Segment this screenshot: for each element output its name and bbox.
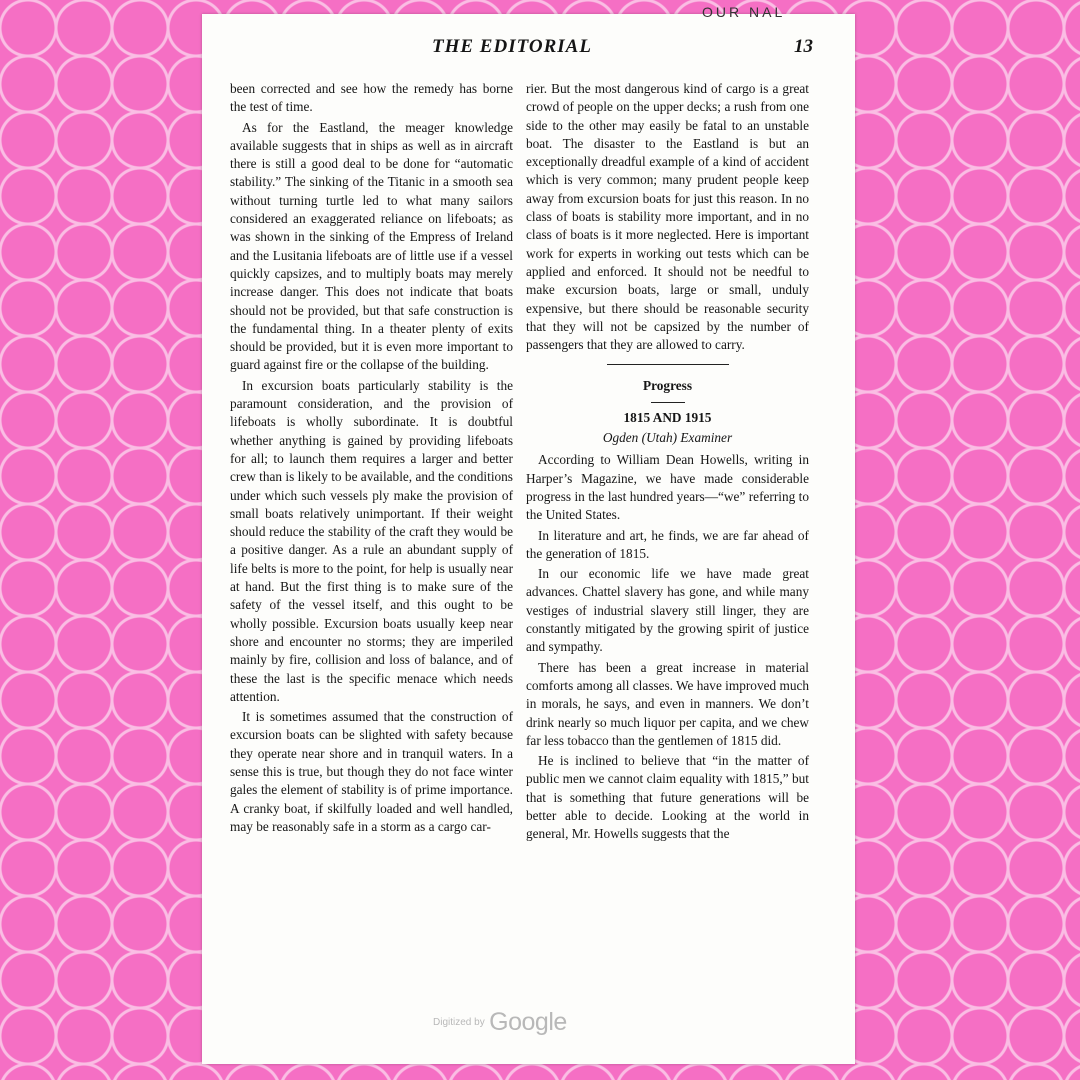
right-column — [526, 80, 809, 844]
section-divider — [607, 364, 729, 365]
left-column — [230, 80, 513, 836]
paragraph: As for the Eastland, the meager knowledge available suggests that in ships as well as in aircraft there is still a good deal to be done for “automatic stability.” The sinking of the Titanic in a smooth sea without turning turtle led to what many sailors considered an exaggerated reliance on lifeboats; as was shown in the sinking of the Empress of Ireland and the Lusitania lifeboats are of little use if a vessel quickly capsizes, and to multiply boats may merely increase danger. This does not indicate that boats should not be provided, but that safe construction is the fundamental thing. In a theater plenty of exits should be provided, but it is even more important to guard against fire or the collapse of the building. — [230, 119, 513, 373]
paragraph: It is sometimes assumed that the construction of excursion boats can be slighted with safety because they operate near shore and in tranquil waters. In a sense this is true, but though they do not face winter gales the element of stability is of prime importance. A cranky boat, if skilfully loaded and well handled, may be reasonably safe in a storm as a cargo car- — [230, 709, 513, 834]
google-logo: Google — [489, 1008, 567, 1036]
paragraph: In excursion boats particularly stability is the paramount consideration, and the provision of lifeboats is wholly subordinate. It is doubtful whether anything is gained by providing lifeboats for all; to launch them requires a larger and better crew than is likely to be available, and the conditions under which such vessels ply make the provision of small boats relatively unimportant. If their weight should reduce the stability of the craft they would be a positive danger. As a rule an abundant supply of life belts is more to the point, for help is usually near at hand. But the first thing is to make sure of the safety of the vessel itself, and this ought to be wholly possible. Excursion boats usually keep near shore and encounter no storms; they are imperiled mainly by fire, collision and loss of balance, and of these the last is the specific menace which needs attention. — [230, 377, 513, 704]
clipped-top-text: OUR NAL — [702, 4, 786, 20]
section-title: Progress — [643, 378, 692, 394]
paragraph: There has been a great increase in material comforts among all classes. We have improved much in morals, he says, and even in manners. We don’t drink nearly so much liquor per capita, and we chew far less tobacco than the gentlemen of 1815 did. — [526, 659, 810, 748]
page-number: 13 — [794, 36, 813, 57]
paragraph: According to William Dean Howells, writing in Harper’s Magazine, we have made considerable progress in the last hundred years—“we” referring to the United States. — [526, 452, 809, 523]
running-head: THE EDITORIAL — [432, 36, 592, 57]
scanned-page — [202, 4, 855, 1064]
paragraph: been corrected and see how the remedy has borne the test of time. — [230, 81, 513, 115]
paragraph: He is inclined to believe that “in the matter of public men we cannot claim equality with 1815,” but that is something that future generations will be better able to decide. Looking at the world in general, Mr. Howells suggests that the — [526, 753, 809, 842]
paragraph: In literature and art, he finds, we are far ahead of the generation of 1815. — [526, 527, 809, 561]
article-source: Ogden (Utah) Examiner — [602, 430, 733, 446]
title-divider — [651, 402, 685, 403]
paragraph: rier. But the most dangerous kind of cargo is a great crowd of people on the upper decks; a rush from one side to the other may easily be fatal to an unstable boat. The disaster to the Eastland is but an exceptionally dreadful example of a kind of accident which is very common; many prudent people keep away from excursion boats for just this reason. In no class of boats is stability more important, and in no class of boats is it more neglected. Here is important work for experts in working out tests which can be applied and enforced. It should not be needful to make excursion boats, large or small, unduly expensive, but there should be reasonable security that they will not be capsized by the number of passengers that they are allowed to carry. — [526, 81, 809, 353]
digitized-watermark — [433, 1008, 567, 1037]
article-title: 1815 AND 1915 — [623, 409, 712, 425]
paragraph: In our economic life we have made great advances. Chattel slavery has gone, and while many vestiges of industrial slavery still linger, they are constantly mitigated by the growing spirit of justice and sympathy. — [526, 566, 809, 655]
watermark-prefix: Digitized by — [433, 1017, 485, 1028]
